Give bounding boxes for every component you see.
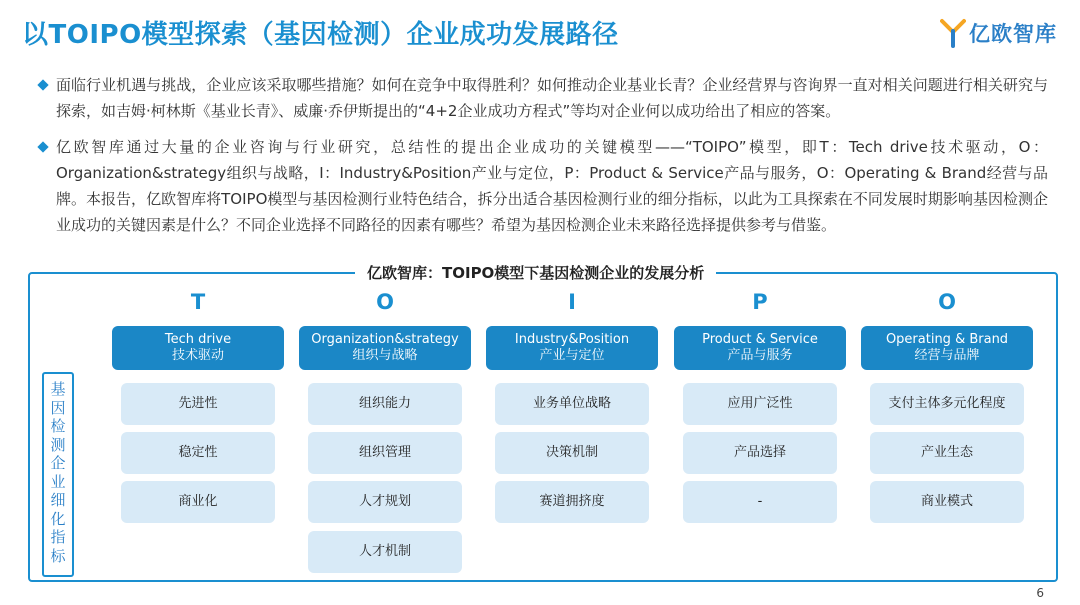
indicator-cell: 支付主体多元化程度	[870, 383, 1024, 425]
column-header	[112, 326, 284, 370]
bullet-item	[38, 72, 1048, 124]
indicator-cell: 业务单位战略	[495, 383, 649, 425]
indicator-cell: 组织管理	[308, 432, 462, 474]
indicator-cell: 产品选择	[683, 432, 837, 474]
indicator-cell: 人才机制	[308, 531, 462, 573]
bullet-text: 面临行业机遇与挑战，企业应该采取哪些措施？如何在竞争中取得胜利？如何推动企业基业长青？企业经营界与咨询界一直对相关问题进行相关研究与探索，如吉姆·柯林斯《基业长青》、威廉·乔伊斯提出的“4+2企业成功方程式”等均对企业何以成功给出了相应的答案。	[56, 76, 1048, 120]
column-header-en: Product & Service	[702, 332, 818, 347]
bullet-diamond-icon	[37, 79, 48, 90]
diagram-frame	[28, 272, 1058, 582]
column-header-en: Organization&strategy	[311, 332, 459, 347]
indicator-cell: -	[683, 481, 837, 523]
intro-bullets	[38, 72, 1048, 248]
column-letter: T	[190, 290, 206, 314]
bullet-text: 亿欧智库通过大量的企业咨询与行业研究，总结性的提出企业成功的关键模型——“TOIPO”模型，即T：Tech drive技术驱动，O：Organization&strategy组织与战略，I：Industry&Position产业与定位，P：Product & Service产品与服务，O：Operating & Brand经营与品牌。本报告，亿欧智库将TOIPO模型与基因检测行业特色结合，拆分出适合基因检测行业的细分指标，以此为工具探索在不同发展时期影响基因检测企业成功的关键因素是什么？不同企业选择不同路径的因素有哪些？希望为基因检测企业未来路径选择提供参考与借鉴。	[56, 138, 1048, 234]
indicator-cell: 赛道拥挤度	[495, 481, 649, 523]
indicator-cell: 商业化	[121, 481, 275, 523]
indicator-cell: 先进性	[121, 383, 275, 425]
column-header-en: Operating & Brand	[885, 332, 1009, 347]
column-header-cn: 经营与品牌	[914, 348, 980, 363]
diagram-title: 亿欧智库：TOIPO模型下基因检测企业的发展分析	[355, 262, 716, 284]
column-header-cn: 产业与定位	[539, 348, 605, 363]
page-title: 以TOIPO模型探索（基因检测）企业成功发展路径	[22, 20, 619, 50]
column-header	[861, 326, 1033, 370]
column-header-cn: 技术驱动	[171, 348, 224, 363]
column-letter: I	[568, 290, 576, 314]
side-label: 基因检测企业细化指标	[42, 372, 74, 577]
brand-logo	[940, 16, 1057, 50]
indicator-cell: 应用广泛性	[683, 383, 837, 425]
column-header-cn: 产品与服务	[727, 348, 793, 363]
column-header	[299, 326, 471, 370]
column-letter: P	[752, 290, 768, 314]
indicator-cell: 决策机制	[495, 432, 649, 474]
logo-mark-icon	[940, 18, 966, 48]
column-letter: O	[376, 290, 394, 314]
column-header-en: Tech drive	[164, 332, 232, 347]
column-header-en: Industry&Position	[514, 332, 630, 347]
column-letter: O	[938, 290, 956, 314]
page-number: 6	[1036, 586, 1044, 600]
indicator-cell: 稳定性	[121, 432, 275, 474]
column-header	[486, 326, 658, 370]
column-header-cn: 组织与战略	[352, 348, 418, 363]
indicator-cell: 商业模式	[870, 481, 1024, 523]
bullet-item	[38, 134, 1048, 238]
column-header	[674, 326, 846, 370]
indicator-cell: 组织能力	[308, 383, 462, 425]
logo-text: 亿欧智库	[969, 22, 1057, 46]
indicator-cell: 人才规划	[308, 481, 462, 523]
bullet-diamond-icon	[37, 141, 48, 152]
indicator-cell: 产业生态	[870, 432, 1024, 474]
